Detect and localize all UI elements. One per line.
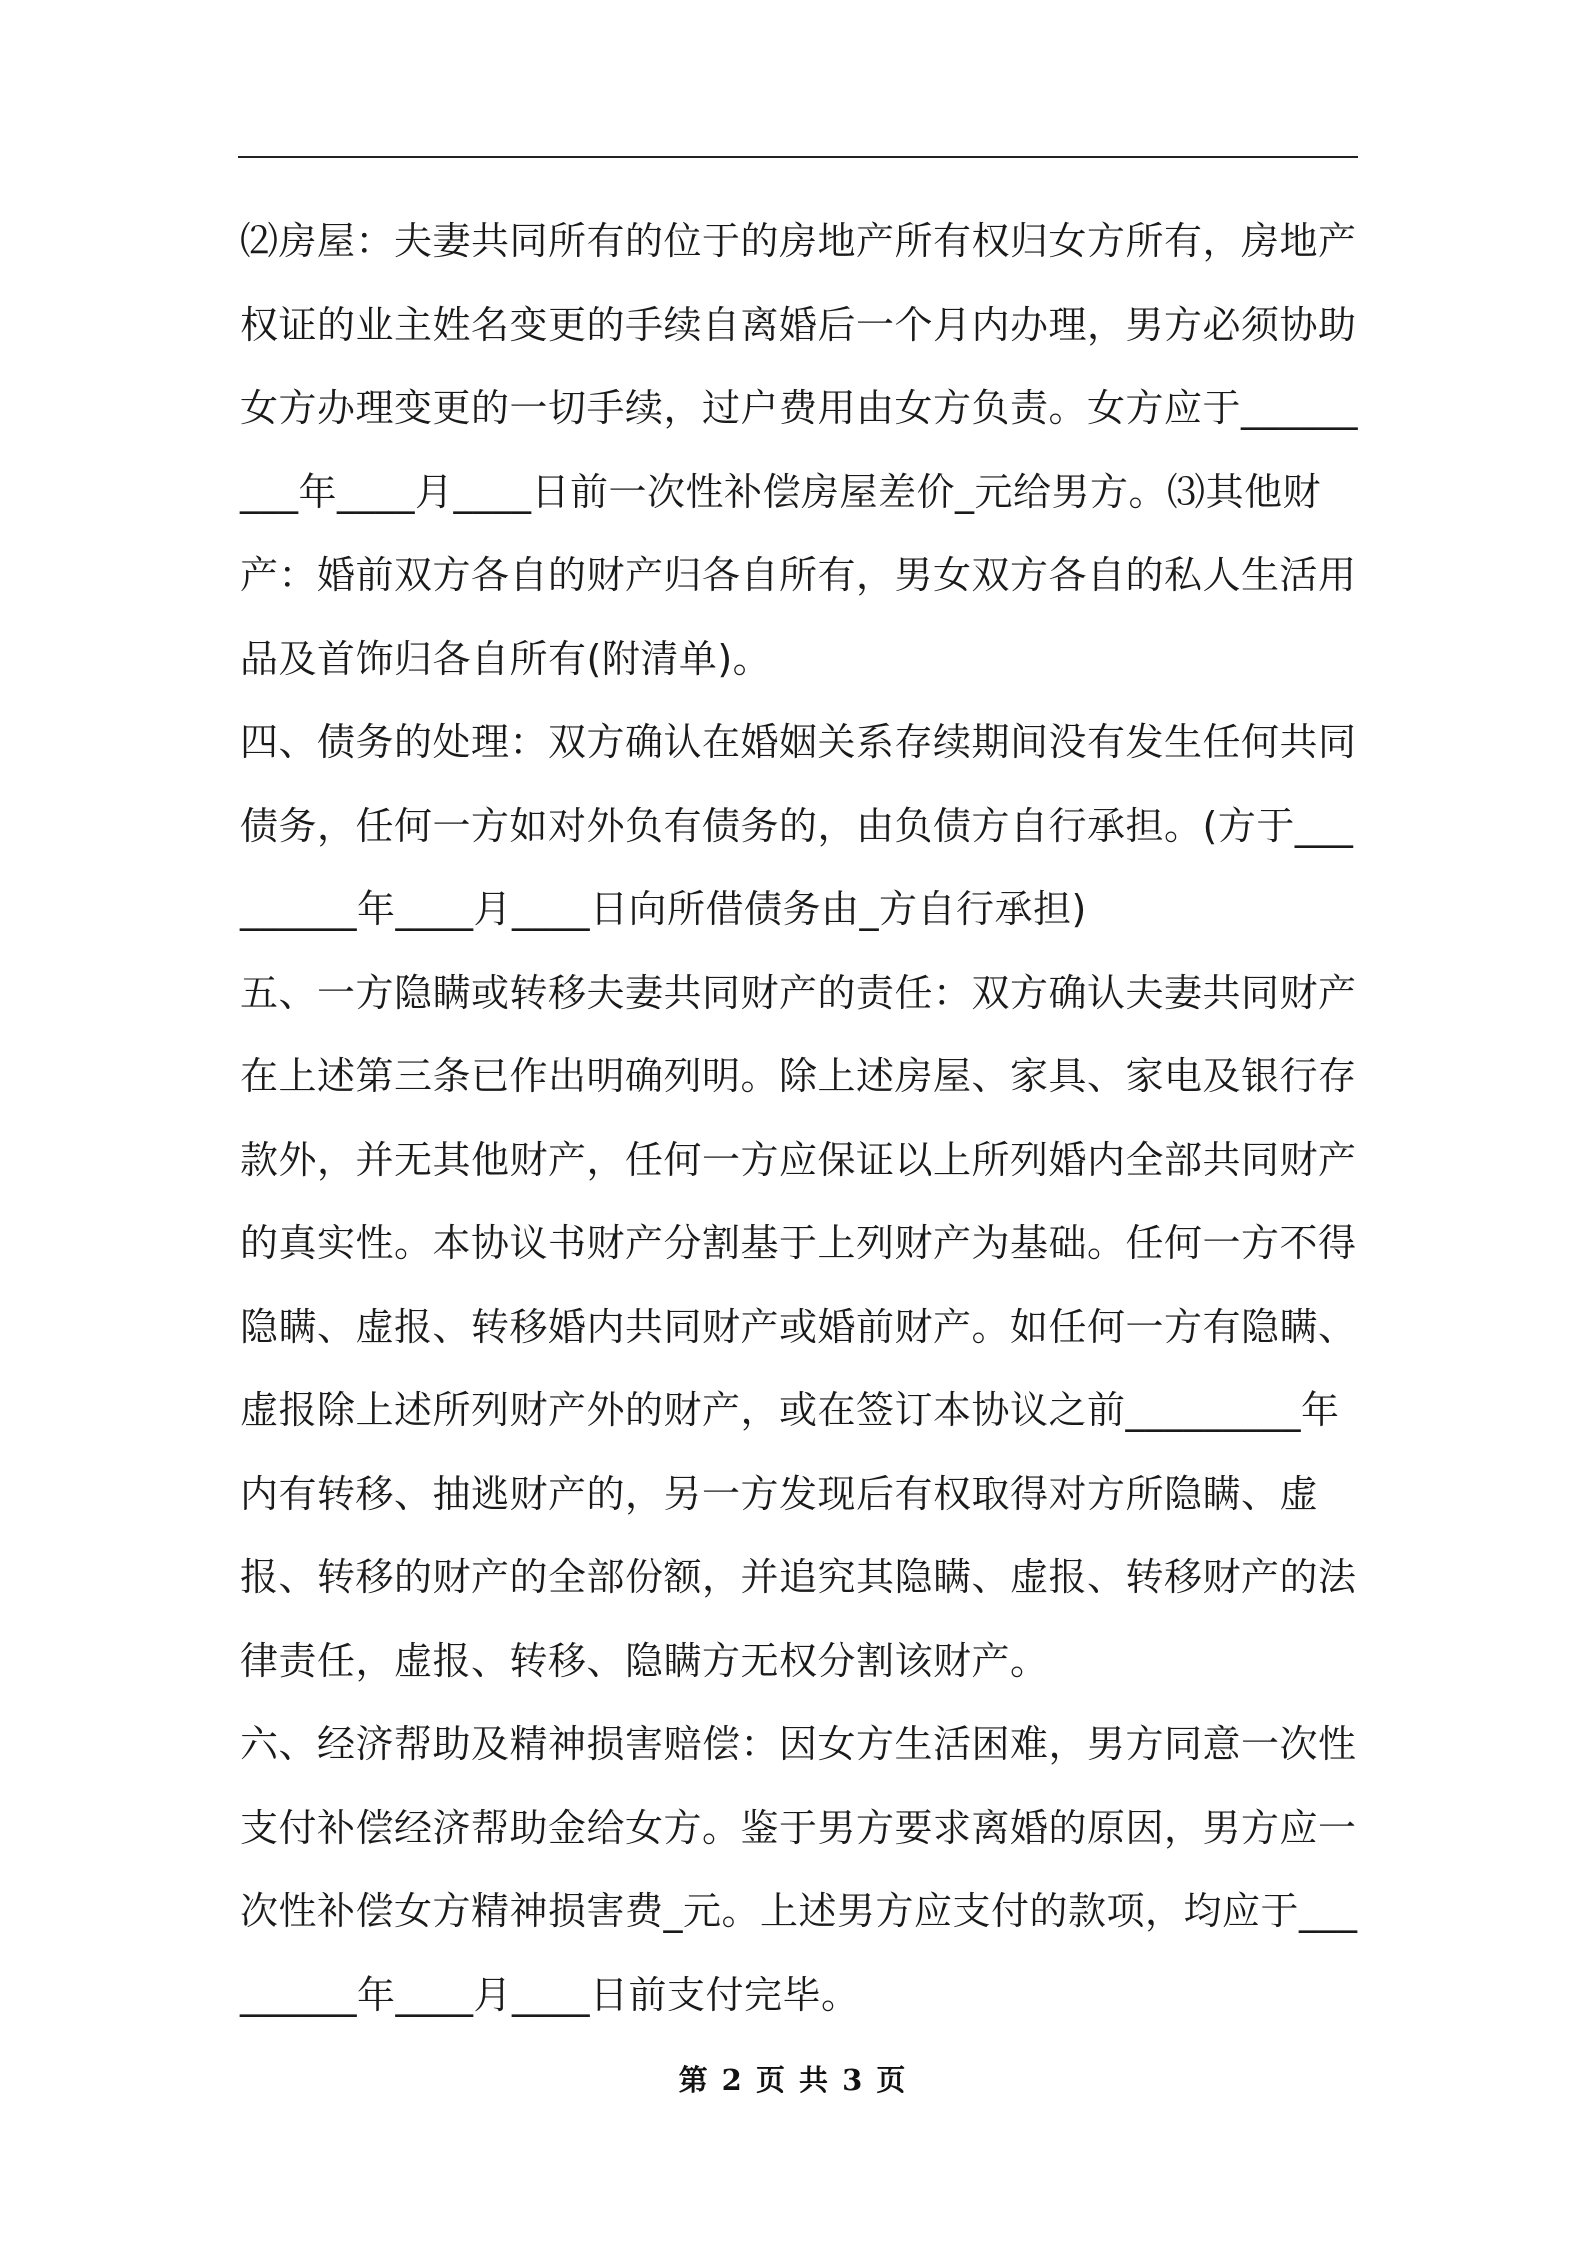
paragraph-property-housing: ⑵房屋：夫妻共同所有的位于的房地产所有权归女方所有，房地产权证的业主姓名变更的手续自离婚后一个月内办理，男方必须协助女方办理变更的一切手续，过户费用由女方负责。女方应于_________年____月____日前一次性补偿房屋差价_元给男方。⑶其他财产：婚前双方各自的财产归各自所有，男女双方各自的私人生活用品及首饰归各自所有(附清单)。 xyxy=(240,219,1359,681)
paragraph-economic-assistance: 六、经济帮助及精神损害赔偿：因女方生活困难，男方同意一次性支付补偿经济帮助金给女方。鉴于男方要求离婚的原因，男方应一次性补偿女方精神损害费_元。上述男方应支付的款项，均应于_________年____月____日前支付完毕。 xyxy=(240,1722,1358,2017)
paragraph-debt-handling: 四、债务的处理：双方确认在婚姻关系存续期间没有发生任何共同债务，任何一方如对外负有债务的，由负债方自行承担。(方于_________年____月____日向所借债务由_方自行承担) xyxy=(240,720,1357,931)
page-number: 第 2 页 共 3 页 xyxy=(678,2063,908,2097)
header-rule xyxy=(238,156,1358,158)
paragraph-concealment-liability: 五、一方隐瞒或转移夫妻共同财产的责任：双方确认夫妻共同财产在上述第三条已作出明确列明。除上述房屋、家具、家电及银行存款外，并无其他财产，任何一方应保证以上所列婚内全部共同财产的真实性。本协议书财产分割基于上列财产为基础。任何一方不得隐瞒、虚报、转移婚内共同财产或婚前财产。如任何一方有隐瞒、虚报除上述所列财产外的财产，或在签订本协议之前_________年内有转移、抽逃财产的，另一方发现后有权取得对方所隐瞒、虚报、转移的财产的全部份额，并追究其隐瞒、虚报、转移财产的法律责任，虚报、转移、隐瞒方无权分割该财产。 xyxy=(240,970,1357,1683)
document-body xyxy=(240,200,1365,2037)
